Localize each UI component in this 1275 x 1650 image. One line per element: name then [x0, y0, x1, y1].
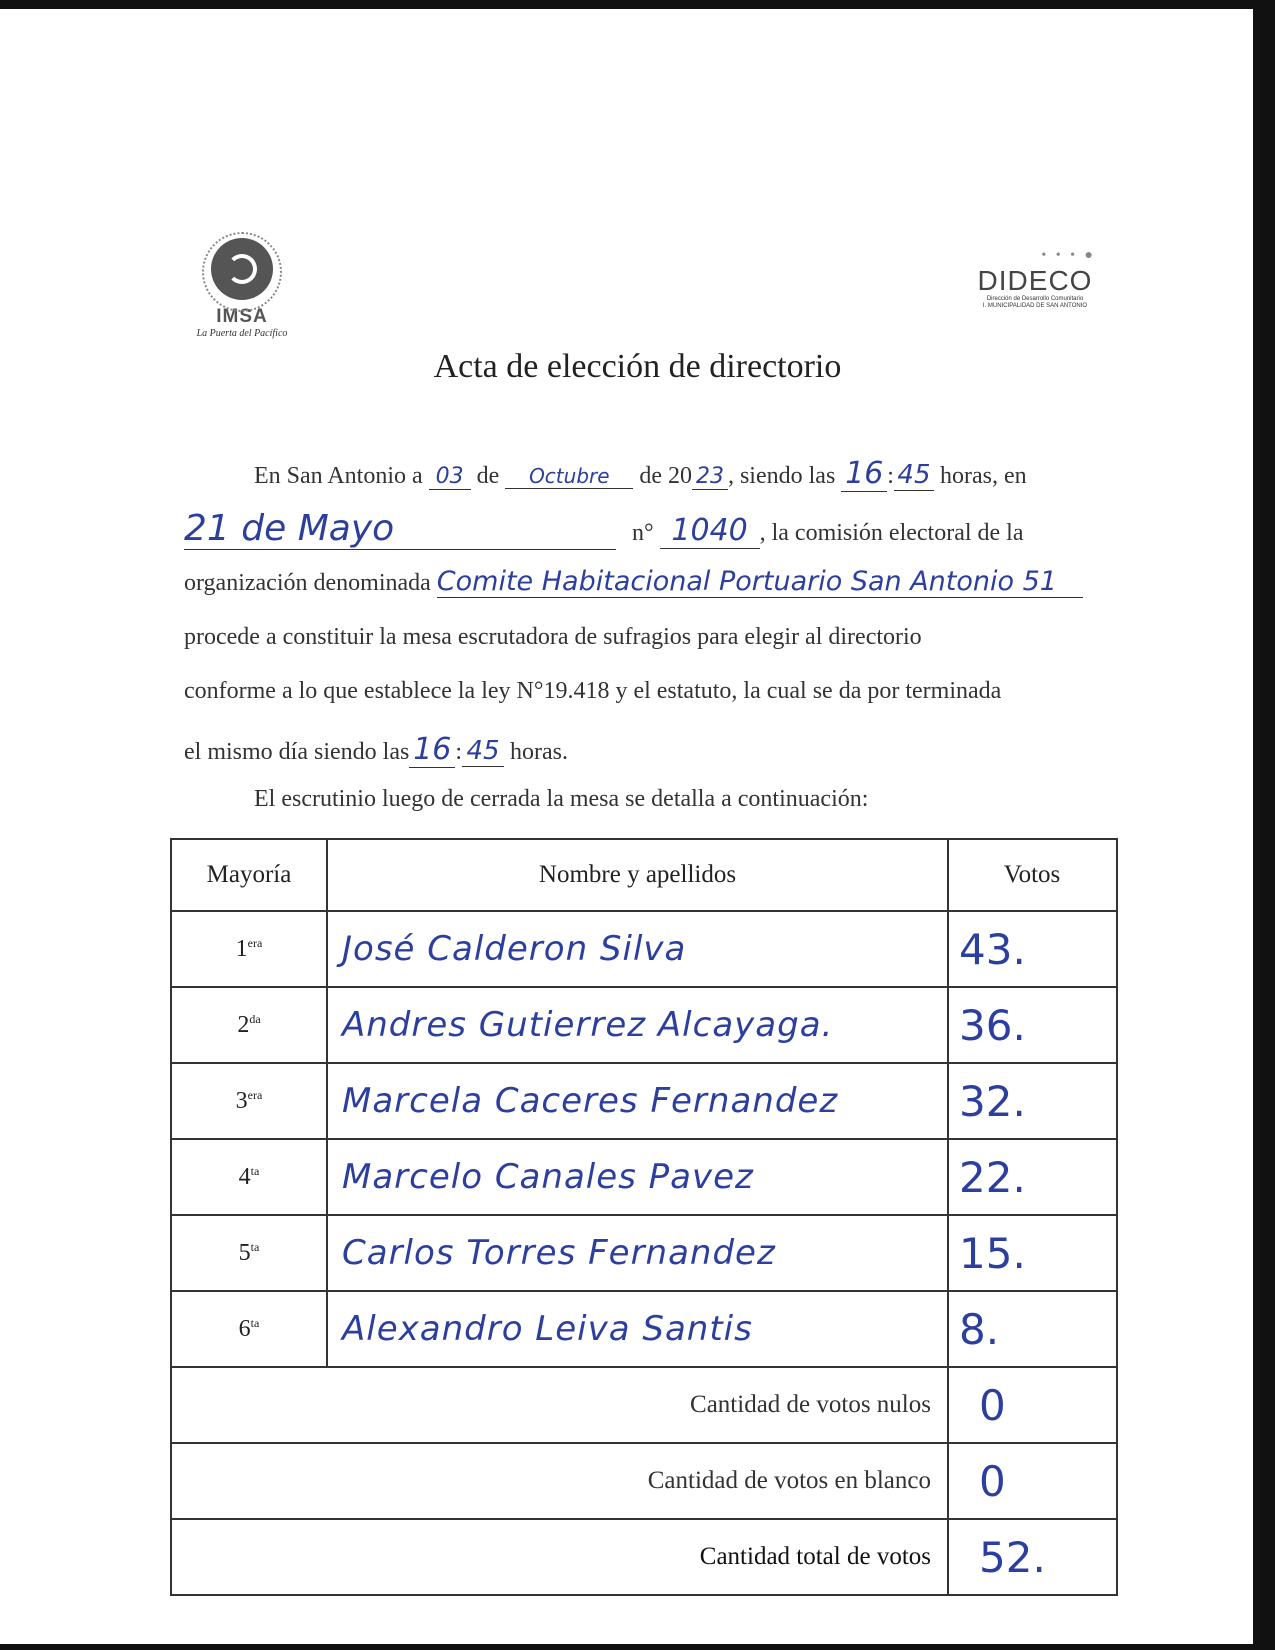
organization-field: Comite Habitacional Portuario San Antonio 51 [437, 566, 1083, 598]
table-row [171, 1063, 1117, 1139]
rank-cell: $5^{ta}$ [171, 1215, 327, 1291]
intro-line-4: procede a constituir la mesa escrutadora de sufragios para elegir al directorio [184, 624, 922, 650]
imsa-logo [184, 238, 300, 346]
vote-count: 43. [948, 911, 1117, 987]
month-field: Octubre [505, 464, 633, 489]
rank-cell: $3^{era}$ [171, 1063, 327, 1139]
nulos-row [171, 1367, 1117, 1443]
dideco-wordmark: DIDECO [977, 265, 1093, 296]
escrutinio-text: El escrutinio luego de cerrada la mesa se detalla a continuación: [254, 786, 869, 812]
total-value: 52. [948, 1519, 1117, 1595]
blanco-value: 0 [948, 1443, 1117, 1519]
rank-cell: $2^{da}$ [171, 987, 327, 1063]
end-hour-field: 16 [409, 732, 455, 768]
nulos-value: 0 [948, 1367, 1117, 1443]
dideco-subtitle: Dirección de Desarrollo Comunitario [986, 296, 1084, 302]
intro-line-3: organización denominada Comite Habitacional Portuario San Antonio 51 [184, 566, 1083, 598]
vote-count: 32. [948, 1063, 1117, 1139]
street-field: 21 de Mayo [184, 508, 616, 550]
vote-count: 8. [948, 1291, 1117, 1367]
vote-count: 36. [948, 987, 1117, 1063]
scan-edge-right [1253, 0, 1275, 1650]
candidate-name: Carlos Torres Fernandez [327, 1215, 948, 1291]
scan-edge-bottom [0, 1644, 1275, 1650]
candidate-name: Andres Gutierrez Alcayaga. [327, 987, 948, 1063]
table-row [171, 1215, 1117, 1291]
intro-line-6: el mismo día siendo las 16 : 45 horas. [184, 732, 568, 767]
table-row [171, 1139, 1117, 1215]
total-label: Cantidad total de votos [171, 1519, 948, 1595]
vote-count: 22. [948, 1139, 1117, 1215]
rank-cell: $4^{ta}$ [171, 1139, 327, 1215]
year-field: 23 [692, 464, 728, 490]
vote-count: 15. [948, 1215, 1117, 1291]
total-row [171, 1519, 1117, 1595]
table-row [171, 987, 1117, 1063]
emblem-icon [211, 238, 273, 300]
intro-line-1: En San Antonio a 03 de Octubre de 20 23 , siendo las 16 : 45 horas, en [254, 456, 1027, 491]
intro-line-2: 21 de Mayo n° 1040 , la comisión electoral de la [184, 508, 1024, 549]
start-hour-field: 16 [841, 456, 887, 492]
nulos-label: Cantidad de votos nulos [171, 1367, 948, 1443]
candidate-name: Alexandro Leiva Santis [327, 1291, 948, 1367]
scan-edge-top [0, 0, 1275, 9]
day-field: 03 [429, 464, 471, 490]
table-row [171, 1291, 1117, 1367]
header-votos: Votos [948, 839, 1117, 911]
dideco-municipality: I. MUNICIPALIDAD DE SAN ANTONIO [982, 303, 1088, 309]
header-mayoria: Mayoría [171, 839, 327, 911]
rank-cell: $1^{era}$ [171, 911, 327, 987]
imsa-wordmark: IMSA [216, 306, 268, 327]
blanco-label: Cantidad de votos en blanco [171, 1443, 948, 1519]
blanco-row [171, 1443, 1117, 1519]
table-row [171, 911, 1117, 987]
intro-line-5: conforme a lo que establece la ley N°19.418 y el estatuto, la cual se da por terminada [184, 678, 1002, 704]
candidate-name: Marcelo Canales Pavez [327, 1139, 948, 1215]
dots-icon: • • • ● [1041, 248, 1096, 263]
end-minute-field: 45 [462, 736, 504, 767]
imsa-tagline: La Puerta del Pacífico [196, 328, 288, 339]
start-minute-field: 45 [894, 460, 934, 491]
header-nombre: Nombre y apellidos [327, 839, 948, 911]
street-number-field: 1040 [660, 513, 760, 549]
candidate-name: José Calderon Silva [327, 911, 948, 987]
rank-cell: $6^{ta}$ [171, 1291, 327, 1367]
dideco-logo [970, 248, 1100, 310]
table-header-row [171, 839, 1117, 911]
candidate-name: Marcela Caceres Fernandez [327, 1063, 948, 1139]
page-title: Acta de elección de directorio [433, 348, 842, 385]
results-table [170, 838, 1118, 1596]
